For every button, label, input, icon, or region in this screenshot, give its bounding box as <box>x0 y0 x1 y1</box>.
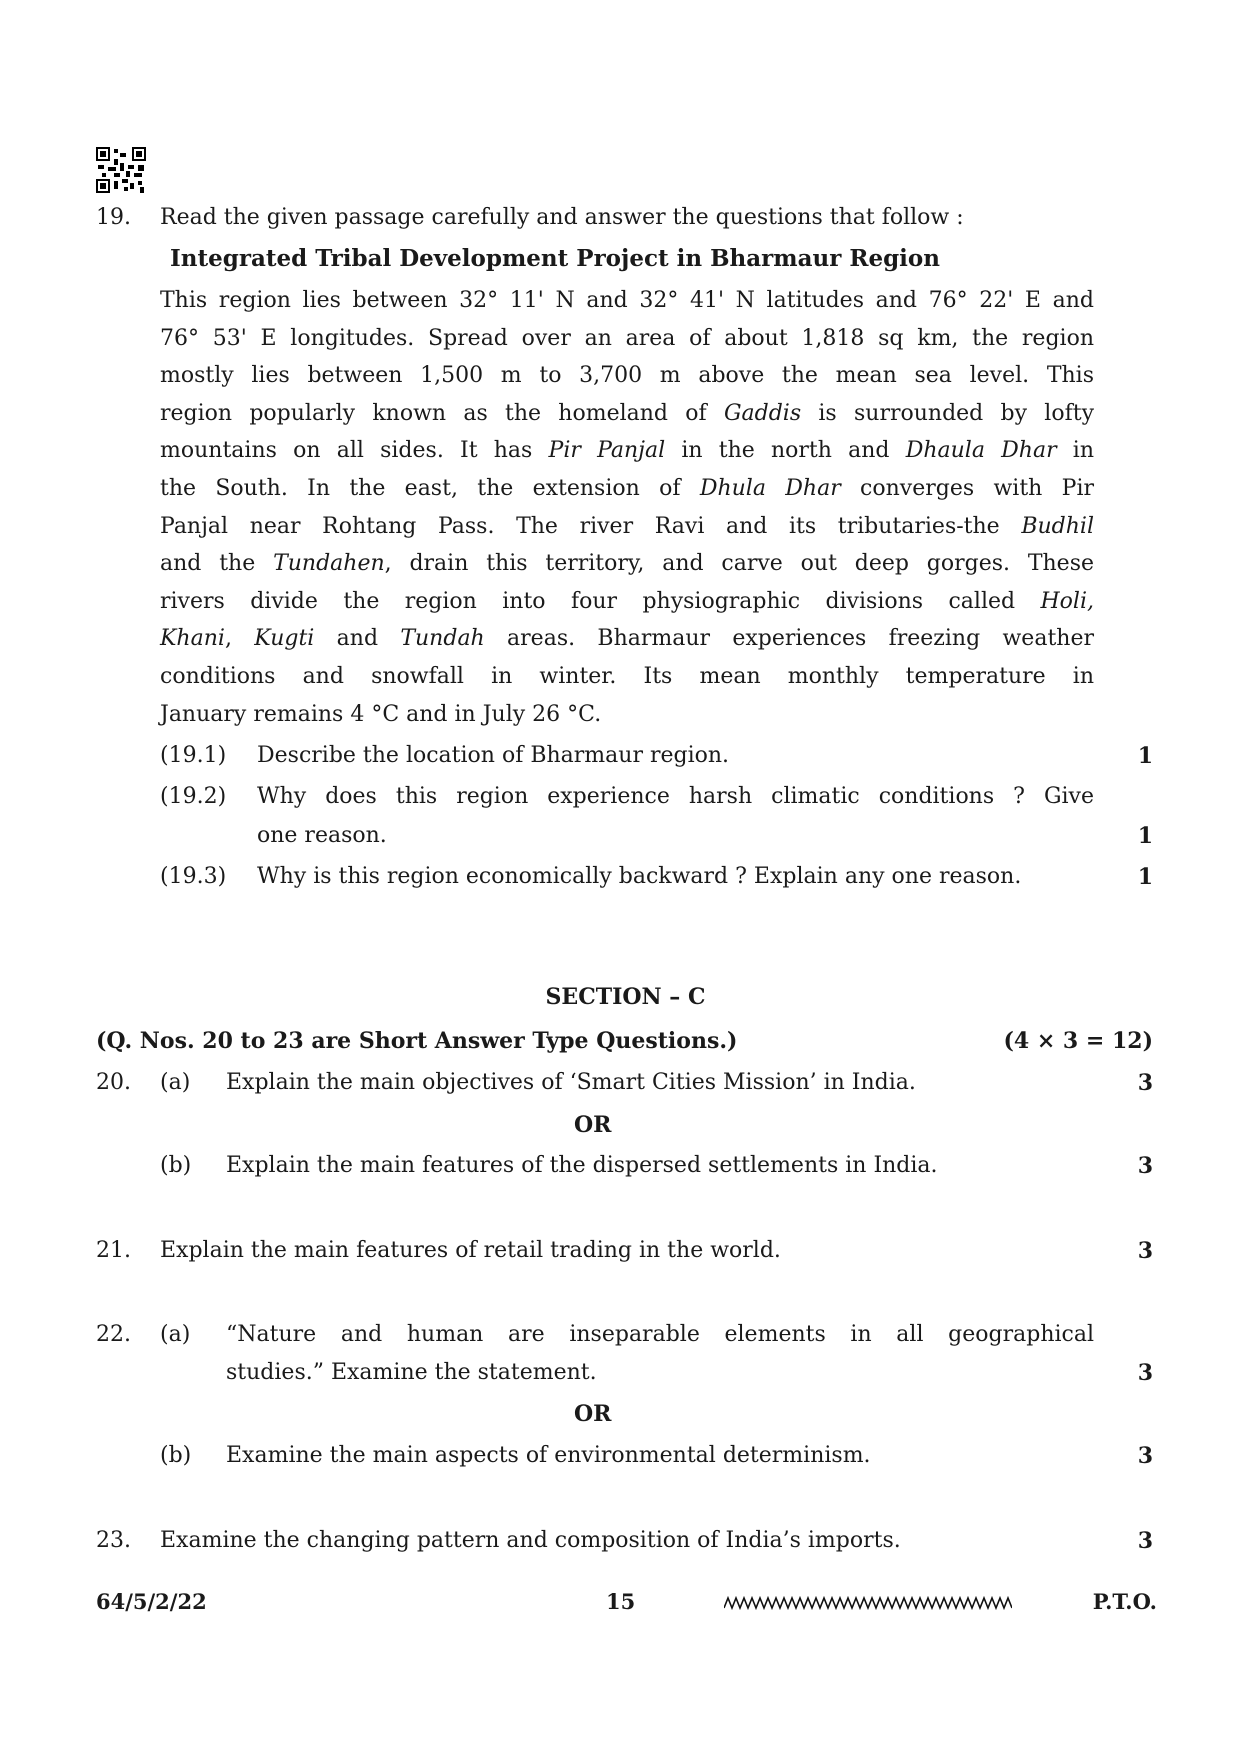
passage-line <box>160 286 1094 316</box>
passage-text: and the <box>160 551 274 577</box>
sub-question-text: Describe the location of Bharmaur region. <box>257 743 730 768</box>
question-number: 20. <box>96 1070 131 1095</box>
passage-text: This region lies between 32° 11' N and 32° 41' N latitudes and 76° 22' E and <box>160 288 1094 313</box>
question-number: 23. <box>96 1528 131 1553</box>
page-number: 15 <box>606 1589 636 1614</box>
question-text: Explain the main objectives of ‘Smart Cities Mission’ in India. <box>226 1070 916 1095</box>
option-label: (a) <box>160 1070 191 1095</box>
passage-line <box>160 512 1094 542</box>
passage-text: the South. In the east, the extension of <box>160 476 700 501</box>
italic-term: Dhaula Dhar <box>905 438 1057 464</box>
option-label: (b) <box>160 1153 192 1178</box>
passage-text: mostly lies between 1,500 m to 3,700 m above the mean sea level. This <box>160 363 1094 389</box>
sub-question-text: Why is this region economically backward ? Explain any one reason. <box>257 864 1022 889</box>
passage-title: Integrated Tribal Development Project in Bharmaur Region <box>170 245 940 272</box>
marks: 3 <box>1137 1238 1153 1264</box>
qr-code <box>96 147 146 193</box>
passage-text: , <box>224 626 255 652</box>
section-subtitle: (Q. Nos. 20 to 23 are Short Answer Type Questions.) <box>96 1028 738 1054</box>
question-text: Explain the main features of the dispersed settlements in India. <box>226 1153 938 1178</box>
sub-question-label: (19.2) <box>160 784 227 809</box>
marks: 1 <box>1137 823 1153 849</box>
italic-term: Dhula Dhar <box>699 476 841 501</box>
option-label: (b) <box>160 1443 192 1468</box>
italic-term: Tundahen <box>273 551 385 577</box>
sub-question-label: (19.1) <box>160 743 227 768</box>
passage-text: is surrounded by lofty <box>801 400 1094 426</box>
passage-text: in the north and <box>665 438 906 464</box>
passage-text: in <box>1056 438 1094 464</box>
passage-line <box>160 361 1094 391</box>
marks: 1 <box>1137 743 1153 769</box>
passage-line <box>160 549 1094 579</box>
pto-label: P.T.O. <box>1092 1589 1157 1614</box>
section-title: SECTION – C <box>545 984 706 1010</box>
question-instruction: Read the given passage carefully and answer the questions that follow : <box>160 205 964 230</box>
passage-text: and <box>314 626 401 652</box>
question-text: “Nature and human are inseparable elements in all geographical <box>226 1322 1094 1347</box>
question-number: 22. <box>96 1322 131 1347</box>
passage-text: mountains on all sides. It has <box>160 438 549 464</box>
passage-line <box>160 624 1094 654</box>
italic-term: Khani <box>160 626 225 652</box>
passage-line <box>160 700 1094 730</box>
passage-line <box>160 662 1094 692</box>
sub-question-text: Why does this region experience harsh climatic conditions ? Give <box>257 784 1094 809</box>
question-number: 19. <box>96 205 131 230</box>
question-text-continued: studies.” Examine the statement. <box>226 1360 597 1385</box>
passage-text: 76° 53' E longitudes. Spread over an area of about 1,818 sq km, the region <box>160 325 1094 351</box>
italic-term: Gaddis <box>723 400 802 426</box>
option-label: (a) <box>160 1322 191 1347</box>
marks: 3 <box>1137 1443 1153 1469</box>
paper-code: 64/5/2/22 <box>96 1589 207 1614</box>
wavy-line-decoration <box>724 1596 1012 1610</box>
question-text: Explain the main features of retail trading in the world. <box>160 1238 781 1263</box>
italic-term: Kugti <box>254 626 315 652</box>
italic-term: Pir Panjal <box>548 438 666 464</box>
or-divider: OR <box>574 1401 612 1427</box>
passage-text: region popularly known as the homeland of <box>160 400 724 426</box>
passage-text: , drain this territory, and carve out deep gorges. These <box>384 551 1094 577</box>
marks: 3 <box>1137 1528 1153 1554</box>
passage-line <box>160 587 1094 617</box>
question-number: 21. <box>96 1238 131 1263</box>
passage-text: rivers divide the region into four physiographic divisions called <box>160 588 1041 614</box>
marks: 3 <box>1137 1070 1153 1096</box>
marks: 3 <box>1137 1153 1153 1179</box>
passage-text: January remains 4 °C and in July 26 °C. <box>160 701 602 727</box>
passage-line <box>160 436 1094 466</box>
italic-term: Holi, <box>1040 588 1094 614</box>
passage-text: converges with Pir <box>840 476 1094 501</box>
italic-term: Tundah <box>400 626 485 652</box>
or-divider: OR <box>574 1112 612 1138</box>
passage-line <box>160 399 1094 429</box>
passage-line <box>160 324 1094 354</box>
marks: 3 <box>1137 1360 1153 1386</box>
passage-text: conditions and snowfall in winter. Its mean monthly temperature in <box>160 664 1094 689</box>
section-marks: (4 × 3 = 12) <box>1003 1028 1153 1054</box>
passage-text: areas. Bharmaur experiences freezing weather <box>484 626 1094 652</box>
question-text: Examine the changing pattern and composition of India’s imports. <box>160 1528 901 1553</box>
question-text: Examine the main aspects of environmental determinism. <box>226 1443 871 1468</box>
sub-question-label: (19.3) <box>160 864 227 889</box>
passage-text: Panjal near Rohtang Pass. The river Ravi and its tributaries-the <box>160 513 1022 539</box>
marks: 1 <box>1137 864 1153 890</box>
passage-line <box>160 474 1094 504</box>
sub-question-text-continued: one reason. <box>257 823 387 848</box>
italic-term: Budhil <box>1021 513 1094 539</box>
